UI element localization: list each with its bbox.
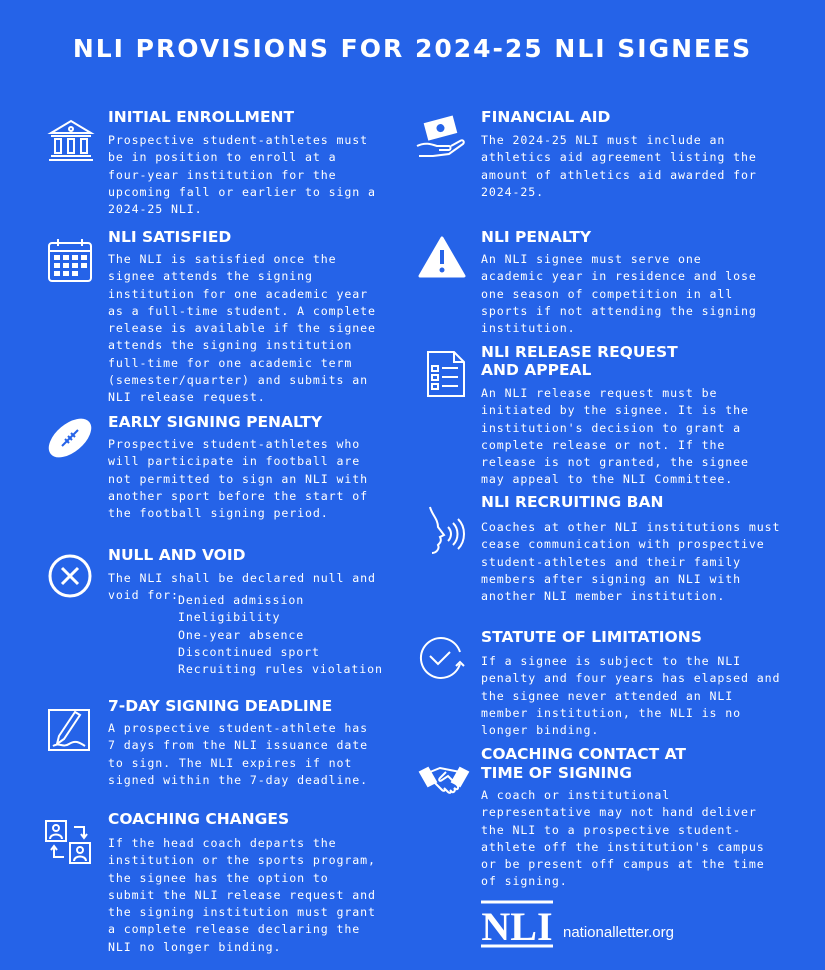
text-nli-recruiting-ban: Coaches at other NLI institutions must cease communication with prospective student-athletes and their family members after signing an NLI with another NLI member institution. (481, 520, 781, 604)
text-7-day-signing-deadline: A prospective student-athlete has 7 days from the NLI issuance date to sign. The NLI expires if not signed within the 7-day deadline. (108, 721, 369, 787)
text-coaching-changes: If the head coach departs the institution or the sports program, the signee has the option to submit the NLI release request and the signing institution must grant a complete release declaring the NLI no longer binding. (108, 836, 376, 954)
text-early-signing-penalty: Prospective student-athletes who will participate in football are not permitted to sign an NLI with another sport before the start of the football signing period. (108, 437, 369, 521)
list-item: Discontinued sport (178, 644, 320, 659)
coach-change-icon (44, 815, 96, 867)
null-void-list (178, 592, 383, 678)
warning-icon (416, 232, 468, 284)
heading-statute-of-limitations: STATUTE OF LIMITATIONS (481, 628, 702, 646)
speaking-face-icon (418, 505, 470, 557)
text-nli-satisfied: The NLI is satisfied once the signee attends the signing institution for one academic year as a full-time student. A complete release is available if the signee attends the signing institution full-time for one academic term (semester/quarter) and submits an NLI release request. (108, 252, 376, 405)
heading-7-day-signing-deadline: 7-DAY SIGNING DEADLINE (108, 697, 333, 715)
football-icon (44, 412, 96, 464)
heading-initial-enrollment: INITIAL ENROLLMENT (108, 108, 295, 126)
list-item: Recruiting rules violation (178, 662, 383, 677)
logo-text: NLI (481, 904, 553, 949)
list-item: Denied admission (178, 593, 305, 607)
nli-logo (481, 900, 553, 950)
heading-nli-release-request-1: NLI RELEASE REQUEST (481, 343, 678, 361)
heading-coaching-changes: COACHING CHANGES (108, 810, 290, 828)
list-item: Ineligibility (178, 610, 281, 625)
sign-pen-icon (45, 704, 97, 756)
text-nli-release-request: An NLI release request must be initiated by the signee. It is the institution's decision to grant a complete release or not. If the release is not granted, the signee may appeal to the NLI Committee. (481, 386, 749, 487)
checklist-icon (420, 348, 472, 400)
heading-coaching-contact-1: COACHING CONTACT AT (481, 745, 686, 763)
page-title: NLI PROVISIONS FOR 2024-25 NLI SIGNEES (72, 34, 753, 63)
heading-financial-aid: FINANCIAL AID (481, 108, 611, 126)
x-circle-icon (44, 550, 96, 602)
money-hand-icon (415, 112, 467, 164)
text-coaching-contact: A coach or institutional representative may not hand deliver the NLI to a prospective student-athlete off the institution's campus or be present off campus at the time of signing. (481, 788, 765, 889)
heading-nli-penalty: NLI PENALTY (481, 228, 592, 246)
handshake-icon (418, 752, 470, 804)
heading-nli-satisfied: NLI SATISFIED (108, 228, 232, 246)
calendar-icon (44, 235, 96, 287)
website-link[interactable]: nationalletter.org (563, 924, 674, 941)
heading-early-signing-penalty: EARLY SIGNING PENALTY (108, 413, 323, 431)
text-nli-penalty: An NLI signee must serve one academic year in residence and lose one season of competition in all sports if not attending the signing institution. (481, 252, 757, 336)
heading-nli-release-request-2: AND APPEAL (481, 361, 592, 379)
text-financial-aid: The 2024-25 NLI must include an athletics aid agreement listing the amount of athletics aid awarded for 2024-25. (481, 133, 757, 199)
heading-nli-recruiting-ban: NLI RECRUITING BAN (481, 493, 664, 511)
list-item: One-year absence (178, 627, 305, 642)
text-null-and-void-1: The NLI shall be declared null and (108, 571, 376, 585)
text-initial-enrollment: Prospective student-athletes must be in position to enroll at a four-year institution for the upcoming fall or earlier to sign a 2024-25 NLI. (108, 133, 376, 217)
text-null-and-void-2: void for: (108, 588, 179, 602)
clock-icon (416, 632, 468, 684)
text-statute-of-limitations: If a signee is subject to the NLI penalty and four years has elapsed and the signee never attended an NLI member institution, the NLI is no longer binding. (481, 654, 781, 738)
heading-coaching-contact-2: TIME OF SIGNING (481, 764, 632, 782)
building-icon (45, 115, 97, 167)
heading-null-and-void: NULL AND VOID (108, 546, 246, 564)
